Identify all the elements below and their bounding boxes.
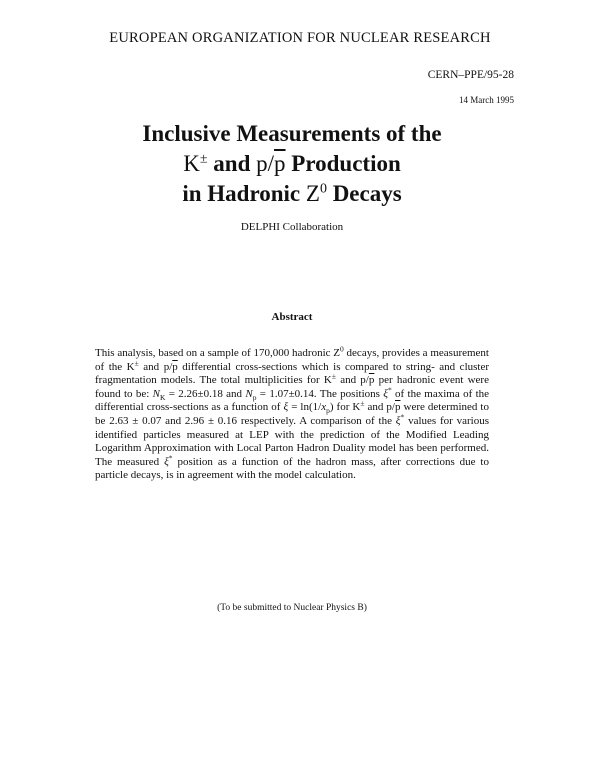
abstract-text: and p/ [138,360,173,373]
abstract-text: per hadronic event were found to be: [95,374,489,400]
collaboration-name: DELPHI Collaboration [240,221,344,233]
abstract-text: ) for K [329,401,361,414]
abstract-overline: $\overline{p}$ [172,360,178,373]
title-kaon: K [183,151,200,176]
title-decays: Decays [332,181,402,206]
title-z: Z [305,181,320,206]
abstract-math: x [321,401,327,414]
abstract-overline: $\overline{p}$ [394,401,401,414]
abstract-math: N [152,387,160,400]
abstract-sup: * [168,453,173,463]
abstract-text: were determined to be 2.63 ± 0.07 and 2.96 ± 0.16 respectively. A comparison of the [95,401,489,427]
abstract-body [95,344,490,483]
abstract-text: of the maxima of the differential cross-sections as a function of [95,387,490,414]
abstract-math: ξ [164,455,169,468]
report-date: 14 March 1995 [459,95,514,105]
abstract-text: = 1.07±0.14. The positions [256,387,384,400]
submission-note: (To be submitted to Nuclear Physics B) [217,603,367,613]
title-kaon-charge: ± [199,151,208,167]
abstract-sup: * [387,385,392,395]
abstract-sup: * [400,412,405,422]
abstract-text: and p/ [364,401,395,414]
abstract-sub: K [160,392,166,402]
abstract-text: = ln(1/ [288,401,322,414]
abstract-text: This analysis, based on a sample of 170,000 hadronic Z [95,347,341,359]
abstract-math: ξ [283,401,289,414]
abstract-text: decays, provides a measurement of the K [95,347,489,373]
abstract-text: differential cross-sections which is compared to string- and cluster fragmentation models. The total multiplicities for K [95,360,490,387]
organization-header: EUROPEAN ORGANIZATION FOR NUCLEAR RESEARCH [109,30,491,46]
abstract-sup: ± [331,371,336,381]
abstract-overline: $\overline{p}$ [368,374,375,387]
abstract-math: ξ [395,414,401,427]
title-line-1: Inclusive Measurements of the [142,121,442,146]
abstract-sup: ± [360,398,365,408]
title-line-3 [0,179,584,209]
abstract-math: N [245,387,253,400]
title-production: Production [291,151,401,176]
title-and: and [213,151,251,176]
abstract-math: ξ [383,387,388,400]
abstract-text: = 2.26±0.18 and [165,387,246,400]
abstract-text: and p/ [335,374,369,387]
abstract-sup: 0 [340,344,344,354]
title-proton: p/ [256,151,275,176]
title-antiproton: $\overline{p}$ [274,151,286,176]
abstract-text: position as a function of the hadron mass, after corrections due to particle decays, is in agreement with the model calculation. [95,455,489,482]
abstract-text: values for various identified particles measured at LEP with the prediction of the Modified Leading Logarithm Approximation with Local Parton Hadron Duality model has been performed. The measured [95,414,490,468]
title-line-2 [0,149,584,179]
title-in-hadronic: in Hadronic [182,181,301,206]
paper-title [0,119,584,209]
report-number: CERN–PPE/95-28 [427,69,514,81]
abstract-heading: Abstract [271,311,313,323]
abstract-sup: ± [134,357,139,367]
abstract-sub: p [326,406,330,416]
abstract-sub: p [252,392,257,402]
title-z-sup: 0 [319,181,327,197]
